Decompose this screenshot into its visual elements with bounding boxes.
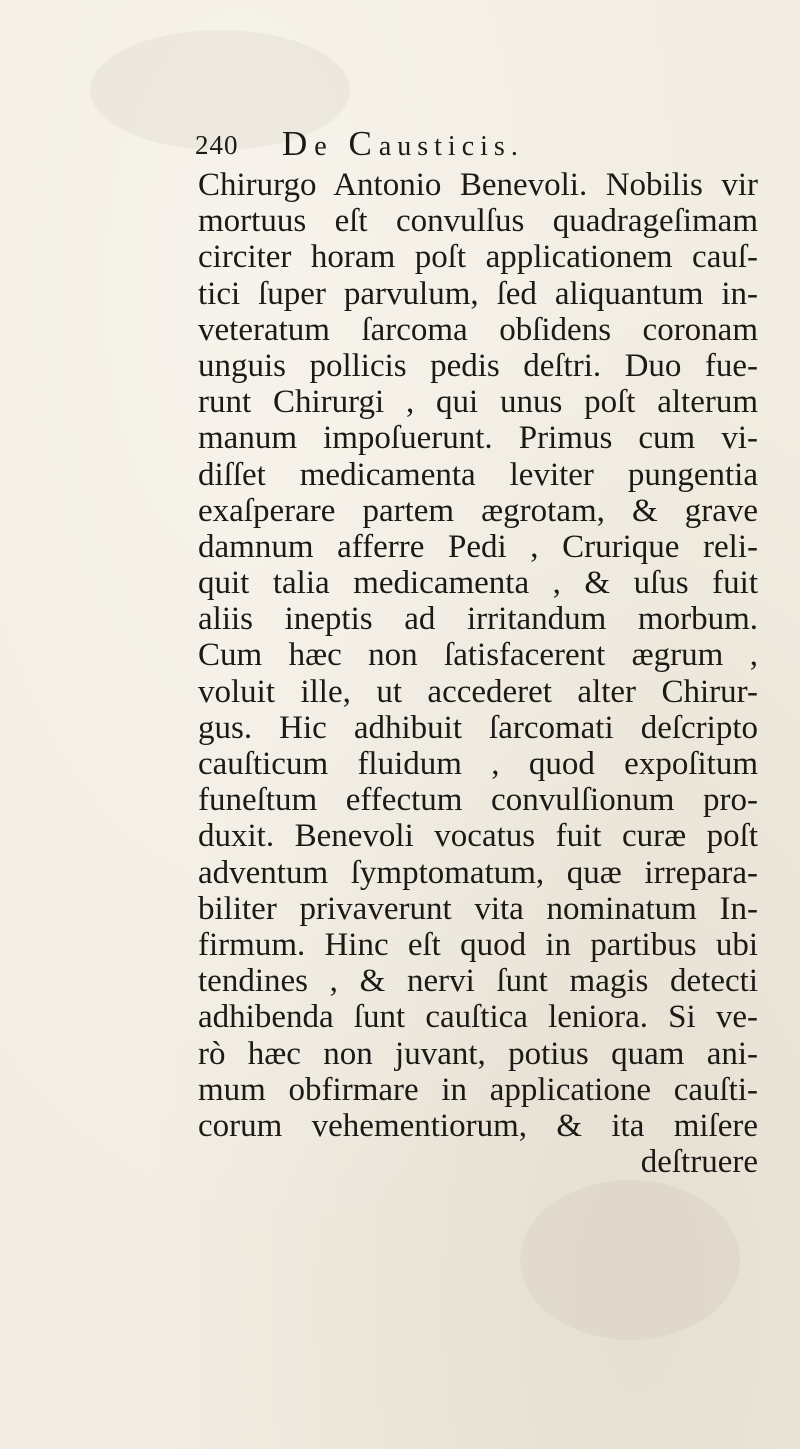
text-line: Cum hæc non ſatisfacerent ægrum , (198, 637, 758, 674)
page-header (195, 124, 755, 168)
text-line: firmum. Hinc eſt quod in partibus ubi (198, 926, 758, 963)
text-line: diſſet medicamenta leviter pungentia (198, 456, 758, 493)
text-line: voluit ille, ut accederet alter Chirur- (198, 673, 758, 710)
running-head-text: e (314, 131, 333, 162)
text-line: unguis pollicis pedis deſtri. Duo fue- (198, 347, 758, 384)
text-line: quit talia medicamenta , & uſus fuit (198, 565, 758, 602)
paper-stain (520, 1180, 740, 1340)
text-line: biliter privaverunt vita nominatum In- (198, 890, 758, 927)
text-line: funeſtum effectum convulſionum pro- (198, 782, 758, 819)
running-head-initial: D (282, 124, 315, 163)
text-line: corum vehementiorum, & ita miſere (198, 1107, 758, 1144)
text-line: tendines , & nervi ſunt magis detecti (198, 963, 758, 1000)
body-text (198, 167, 758, 1180)
text-line: adventum ſymptomatum, quæ irrepara- (198, 854, 758, 891)
text-line: manum impoſuerunt. Primus cum vi- (198, 420, 758, 457)
catchword: deſtruere (640, 1144, 758, 1181)
text-line: mum obfirmare in applicatione cauſti- (198, 1071, 758, 1108)
text-line: mortuus eſt convulſus quadrageſimam (198, 203, 758, 240)
text-line: runt Chirurgi , qui unus poſt alterum (198, 384, 758, 421)
text-line: cauſticum fluidum , quod expoſitum (198, 746, 758, 782)
text-line: circiter horam poſt applicationem cauſ- (198, 239, 758, 276)
running-head-text: austicis. (378, 131, 524, 162)
text-line: Chirurgo Antonio Benevoli. Nobilis vir (198, 167, 758, 203)
text-line: rò hæc non juvant, potius quam ani- (198, 1035, 758, 1072)
text-line: damnum afferre Pedi , Crurique reli- (198, 528, 758, 565)
text-line: gus. Hic adhibuit ſarcomati deſcripto (198, 709, 758, 746)
text-line: tici ſuper parvulum, ſed aliquantum in- (198, 275, 758, 312)
running-head-initial: C (348, 124, 379, 163)
page-number: 240 (195, 130, 239, 160)
text-line: aliis ineptis ad irritandum morbum. (198, 601, 758, 638)
text-line: duxit. Benevoli vocatus fuit curæ poſt (198, 818, 758, 855)
text-line: adhibenda ſunt cauſtica leniora. Si ve- (198, 999, 758, 1036)
running-head (282, 124, 524, 164)
text-line: veteratum ſarcoma obſidens coronam (198, 311, 758, 348)
text-line: exaſperare partem ægrotam, & grave (198, 492, 758, 529)
